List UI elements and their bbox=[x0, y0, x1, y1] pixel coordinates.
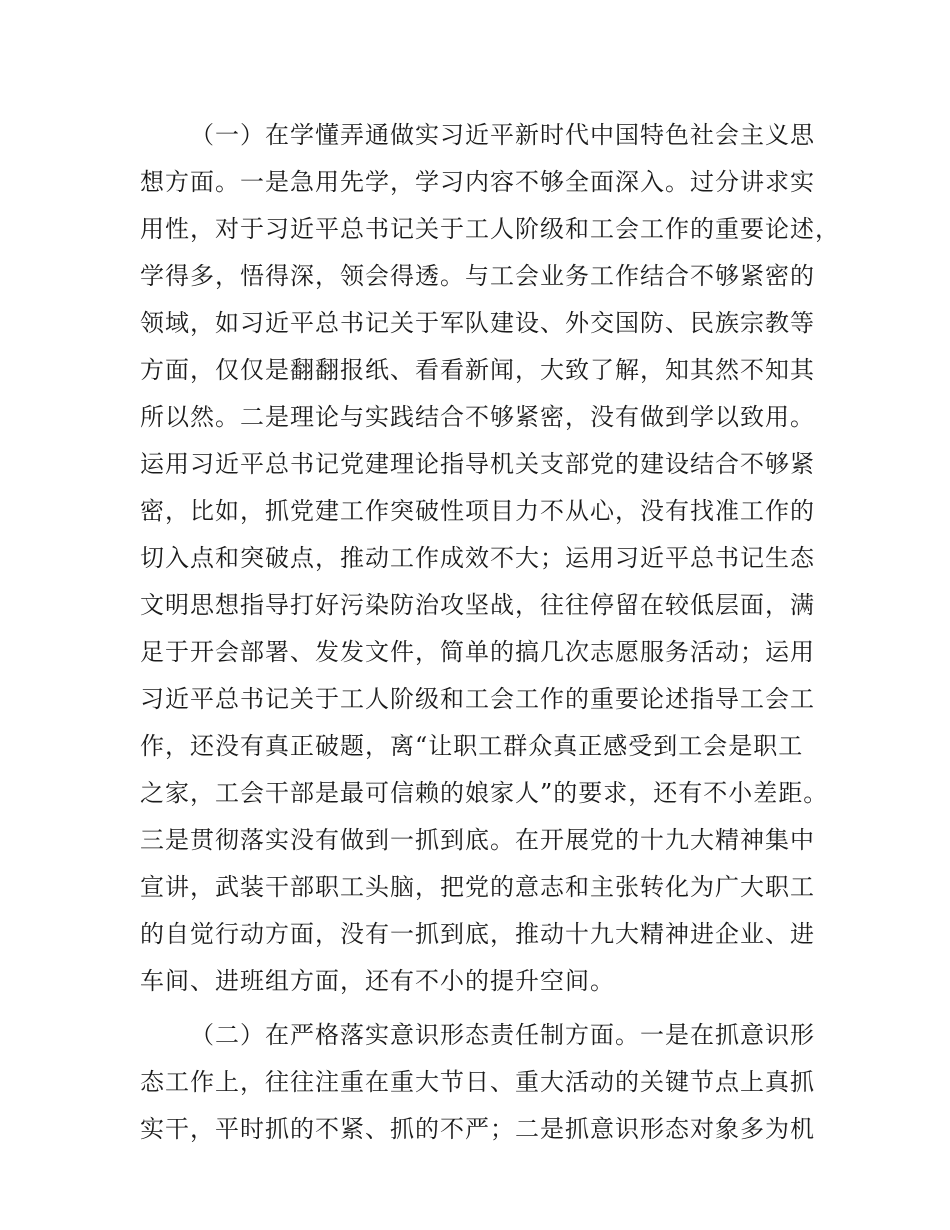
paragraph-2-line-1: （二）在严格落实意识形态责任制方面。一是在抓意识形 bbox=[190, 1021, 815, 1049]
paragraph-1-line-10: 切入点和突破点，推动工作成效不大；运用习近平总书记生态 bbox=[140, 544, 815, 572]
paragraph-1-line-18: 的自觉行动方面，没有一抓到底，推动十九大精神进企业、进 bbox=[140, 920, 815, 948]
paragraph-2-line-2: 态工作上，往往注重在重大节日、重大活动的关键节点上真抓 bbox=[140, 1068, 815, 1096]
paragraph-1-line-17: 宣讲，武装干部职工头脑，把党的意志和主张转化为广大职工 bbox=[140, 873, 815, 901]
paragraph-1-line-12: 足于开会部署、发发文件，简单的搞几次志愿服务活动；运用 bbox=[140, 638, 815, 666]
paragraph-1-line-19: 车间、进班组方面，还有不小的提升空间。 bbox=[140, 967, 615, 995]
paragraph-1-line-4: 学得多，悟得深，领会得透。与工会业务工作结合不够紧密的 bbox=[140, 262, 815, 290]
paragraph-1-line-15: 之家，工会干部是最可信赖的娘家人”的要求，还有不小差距。 bbox=[140, 779, 829, 807]
paragraph-1-line-1: （一）在学懂弄通做实习近平新时代中国特色社会主义思 bbox=[190, 121, 815, 149]
paragraph-1-line-5: 领域，如习近平总书记关于军队建设、外交国防、民族宗教等 bbox=[140, 309, 815, 337]
paragraph-2-line-3: 实干，平时抓的不紧、抓的不严；二是抓意识形态对象多为机 bbox=[140, 1115, 815, 1143]
paragraph-1-line-7: 所以然。二是理论与实践结合不够紧密，没有做到学以致用。 bbox=[140, 403, 815, 431]
paragraph-1-line-9: 密，比如，抓党建工作突破性项目力不从心，没有找准工作的 bbox=[140, 497, 815, 525]
paragraph-1-line-3: 用性，对于习近平总书记关于工人阶级和工会工作的重要论述， bbox=[140, 215, 840, 243]
paragraph-1-line-14: 作，还没有真正破题，离“让职工群众真正感受到工会是职工 bbox=[140, 732, 804, 760]
paragraph-1-line-16: 三是贯彻落实没有做到一抓到底。在开展党的十九大精神集中 bbox=[140, 826, 815, 854]
paragraph-1-line-6: 方面，仅仅是翻翻报纸、看看新闻，大致了解，知其然不知其 bbox=[140, 356, 815, 384]
paragraph-1-line-8: 运用习近平总书记党建理论指导机关支部党的建设结合不够紧 bbox=[140, 450, 815, 478]
paragraph-1-line-13: 习近平总书记关于工人阶级和工会工作的重要论述指导工会工 bbox=[140, 685, 815, 713]
paragraph-1-line-2: 想方面。一是急用先学，学习内容不够全面深入。过分讲求实 bbox=[140, 168, 815, 196]
paragraph-1-line-11: 文明思想指导打好污染防治攻坚战，往往停留在较低层面，满 bbox=[140, 591, 815, 619]
